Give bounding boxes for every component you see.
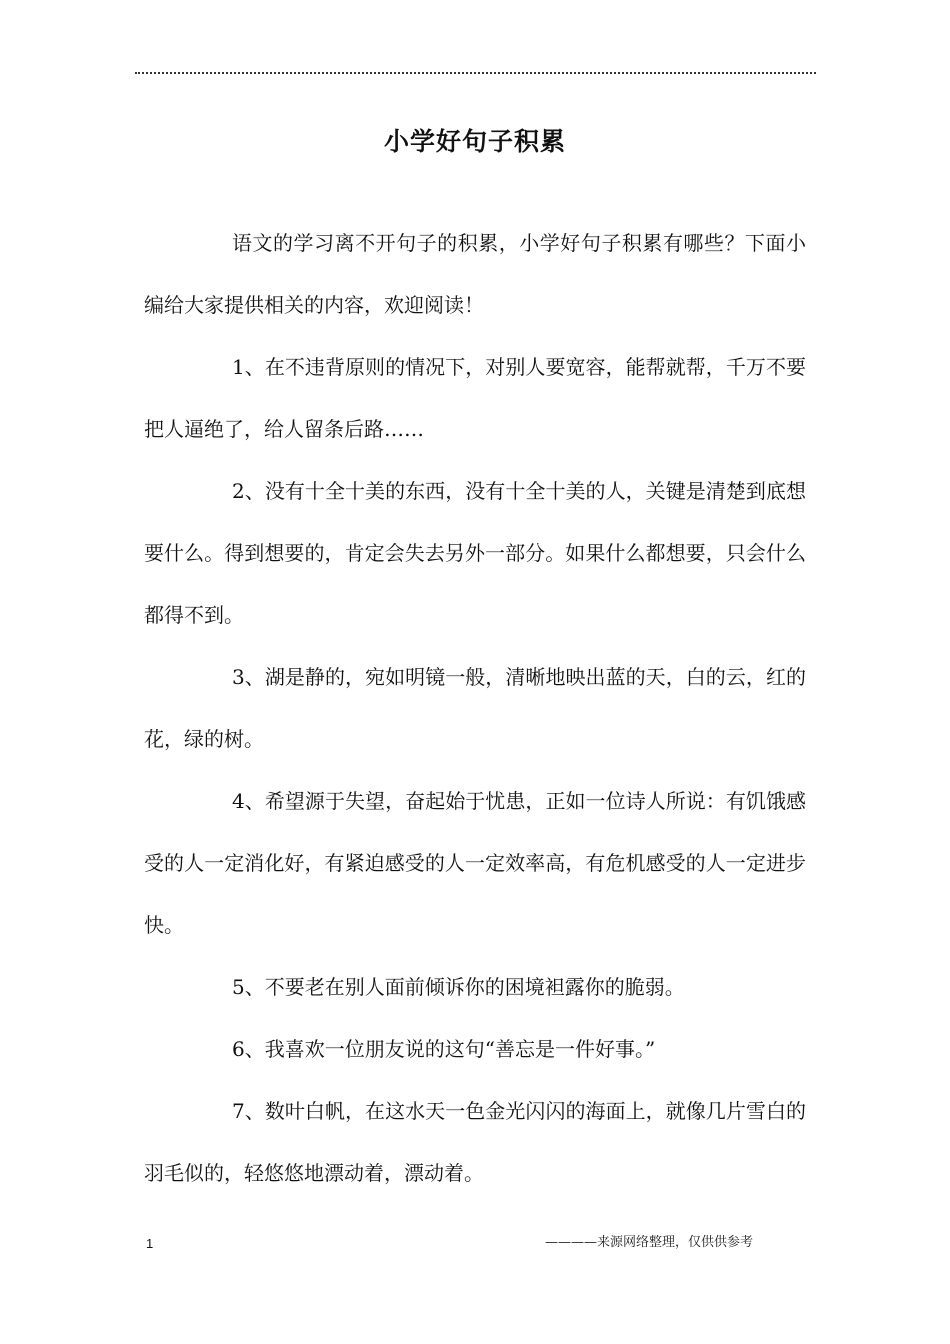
paragraph-3: 3、湖是静的，宛如明镜一般，清晰地映出蓝的天，白的云，红的花，绿的树。	[144, 665, 806, 751]
footer-source-note: ————来源网络整理，仅供供参考	[545, 1235, 754, 1250]
paragraph-7: 7、数叶白帆，在这水天一色金光闪闪的海面上，就像几片雪白的羽毛似的，轻悠悠地漂动着，漂动着。	[144, 1099, 806, 1185]
paragraph-6: 6、我喜欢一位朋友说的这句“善忘是一件好事。”	[232, 1037, 656, 1061]
paragraph-4: 4、希望源于失望，奋起始于忧患，正如一位诗人所说：有饥饿感受的人一定消化好，有紧迫感受的人一定效率高，有危机感受的人一定进步快。	[144, 789, 806, 937]
header-dotted-rule	[135, 72, 816, 74]
paragraph-1: 1、在不违背原则的情况下，对别人要宽容，能帮就帮，千万不要把人逼绝了，给人留条后路……	[144, 355, 806, 441]
footer-page-number: 1	[146, 1236, 154, 1251]
document-title: 小学好句子积累	[383, 127, 566, 156]
document-body	[144, 212, 806, 1204]
paragraph-5: 5、不要老在别人面前倾诉你的困境袒露你的脆弱。	[232, 975, 685, 999]
paragraph-intro: 语文的学习离不开句子的积累，小学好句子积累有哪些？下面小编给大家提供相关的内容，欢迎阅读！	[144, 231, 806, 317]
paragraph-2: 2、没有十全十美的东西，没有十全十美的人，关键是清楚到底想要什么。得到想要的，肯定会失去另外一部分。如果什么都想要，只会什么都得不到。	[144, 479, 806, 627]
